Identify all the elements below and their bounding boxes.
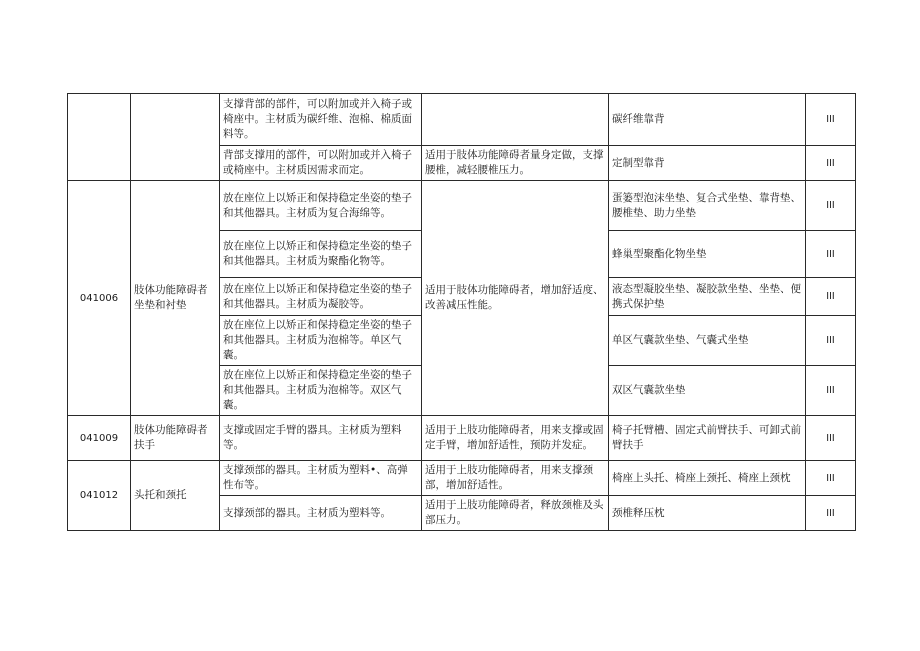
category-code: 041006 bbox=[68, 181, 131, 416]
class-cell: III bbox=[806, 461, 856, 496]
usage-cell: 适用于上肢功能障碍者，用来支撑或固定手臂，增加舒适性，预防并发症。 bbox=[422, 416, 609, 461]
product-cell: 碳纤维靠背 bbox=[609, 94, 806, 146]
description-cell: 放在座位上以矫正和保持稳定坐姿的垫子和其他器具。主材质为泡棉等。单区气囊。 bbox=[220, 316, 422, 366]
product-cell: 定制型靠背 bbox=[609, 146, 806, 181]
product-cell: 颈椎释压枕 bbox=[609, 496, 806, 531]
usage-cell: 适用于上肢功能障碍者，用来支撑颈部，增加舒适性。 bbox=[422, 461, 609, 496]
product-cell: 液态型凝胶坐垫、凝胶款坐垫、坐垫、便携式保护垫 bbox=[609, 278, 806, 316]
product-cell: 单区气囊款坐垫、气囊式坐垫 bbox=[609, 316, 806, 366]
product-cell: 蛋篓型泡沫坐垫、复合式坐垫、靠背垫、腰椎垫、助力坐垫 bbox=[609, 181, 806, 231]
class-cell: III bbox=[806, 94, 856, 146]
usage-cell: 适用于肢体功能障碍者，增加舒适度、改善减压性能。 bbox=[422, 181, 609, 416]
table-row bbox=[68, 416, 856, 461]
description-cell: 放在座位上以矫正和保持稳定坐姿的垫子和其他器具。主材质为泡棉等。双区气囊。 bbox=[220, 366, 422, 416]
class-cell: III bbox=[806, 366, 856, 416]
class-cell: III bbox=[806, 231, 856, 278]
category-code bbox=[68, 94, 131, 181]
category-code: 041012 bbox=[68, 461, 131, 531]
table-row bbox=[68, 461, 856, 496]
product-cell: 双区气囊款坐垫 bbox=[609, 366, 806, 416]
description-cell: 放在座位上以矫正和保持稳定坐姿的垫子和其他器具。主材质为聚酯化物等。 bbox=[220, 231, 422, 278]
table-row bbox=[68, 94, 856, 146]
category-name: 肢体功能障碍者坐垫和衬垫 bbox=[131, 181, 220, 416]
product-cell: 椅子托臂槽、固定式前臂扶手、可卸式前臂扶手 bbox=[609, 416, 806, 461]
description-cell: 放在座位上以矫正和保持稳定坐姿的垫子和其他器具。主材质为凝胶等。 bbox=[220, 278, 422, 316]
category-name: 肢体功能障碍者扶手 bbox=[131, 416, 220, 461]
description-cell: 支撑颈部的器具。主材质为塑料等。 bbox=[220, 496, 422, 531]
class-cell: III bbox=[806, 416, 856, 461]
description-cell: 支撑或固定手臂的器具。主材质为塑料等。 bbox=[220, 416, 422, 461]
description-cell: 支撑背部的部件，可以附加或并入椅子或椅座中。主材质为碳纤维、泡棉、棉质面料等。 bbox=[220, 94, 422, 146]
category-code: 041009 bbox=[68, 416, 131, 461]
class-cell: III bbox=[806, 496, 856, 531]
description-cell: 支撑颈部的器具。主材质为塑料•、高弹性布等。 bbox=[220, 461, 422, 496]
class-cell: III bbox=[806, 316, 856, 366]
device-table bbox=[67, 93, 856, 531]
class-cell: III bbox=[806, 146, 856, 181]
category-name bbox=[131, 94, 220, 181]
class-cell: III bbox=[806, 278, 856, 316]
table-row bbox=[68, 181, 856, 231]
description-cell: 背部支撑用的部件，可以附加或并入椅子或椅座中。主材质因需求而定。 bbox=[220, 146, 422, 181]
usage-cell bbox=[422, 94, 609, 146]
class-cell: III bbox=[806, 181, 856, 231]
category-name: 头托和颈托 bbox=[131, 461, 220, 531]
description-cell: 放在座位上以矫正和保持稳定坐姿的垫子和其他器具。主材质为复合海绵等。 bbox=[220, 181, 422, 231]
usage-cell: 适用于肢体功能障碍者量身定做，支撑腰椎，减轻腰椎压力。 bbox=[422, 146, 609, 181]
usage-cell: 适用于上肢功能障碍者，释放颈椎及头部压力。 bbox=[422, 496, 609, 531]
product-cell: 蜂巢型聚酯化物坐垫 bbox=[609, 231, 806, 278]
product-cell: 椅座上头托、椅座上颈托、椅座上颈枕 bbox=[609, 461, 806, 496]
